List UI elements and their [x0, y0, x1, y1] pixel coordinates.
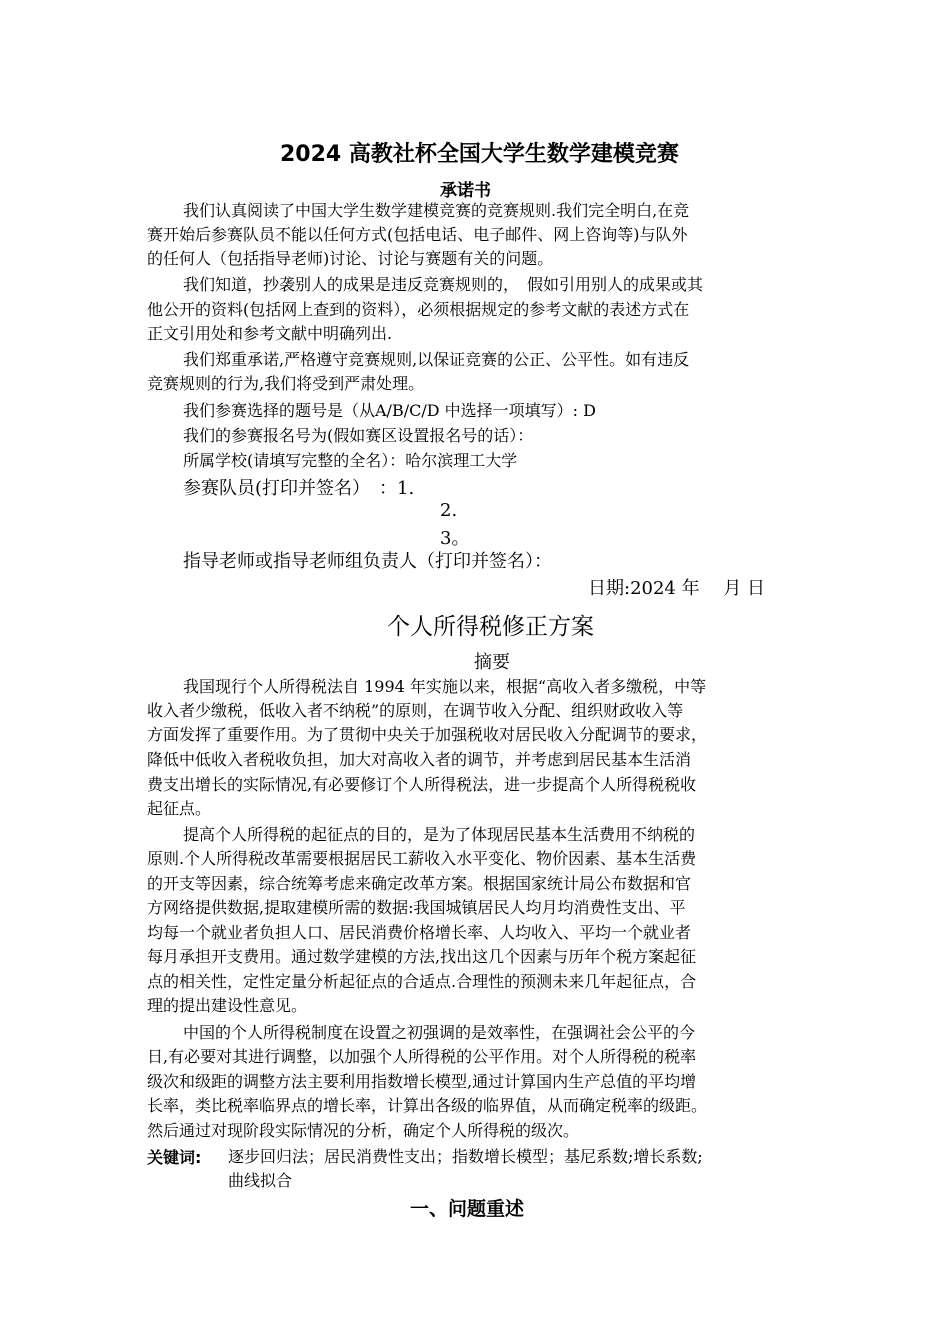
para3-line1: 我们郑重承诺,严格遵守竞赛规则,以保证竞赛的公正、公平性。如有违反	[183, 350, 690, 369]
advisor-label: 指导老师或指导老师组负责人（打印并签名）：	[183, 551, 552, 572]
para3-line2: 竞赛规则的行为,我们将受到严肃处理。	[147, 374, 425, 393]
abstract-p2-line8: 理的提出建设性意见。	[147, 996, 308, 1015]
abstract-p1-line2: 收入者少缴税，低收入者不纳税”的原则，在调节收入分配、组织财政收入等	[147, 701, 684, 720]
abstract-p3-line1: 中国的个人所得税制度在设置之初强调的是效率性，在强调社会公平的今	[183, 1023, 696, 1042]
abstract-p2-line5: 均每一个就业者负担人口、居民消费价格增长率、人均收入、平均一个就业者	[147, 923, 692, 942]
section-heading-1: 一、问题重述	[410, 1198, 525, 1220]
registration-number: 我们的参赛报名号为(假如赛区设置报名号的话）：	[183, 426, 534, 445]
abstract-p1-line4: 降低中低收入者税收负担，加大对高收入者的调节，并考虑到居民基本生活消	[147, 750, 692, 769]
abstract-p2-line6: 每月承担开支费用。通过数学建模的方法,找出这几个因素与历年个税方案起征	[147, 947, 697, 966]
abstract-p3-line4: 长率，类比税率临界点的增长率，计算出各级的临界值，从而确定税率的级距。	[147, 1096, 708, 1115]
para2-line3: 正文引用处和参考文献中明确列出.	[147, 324, 393, 343]
para1-line1: 我们认真阅读了中国大学生数学建模竞赛的竞赛规则.我们完全明白,在竞	[183, 201, 690, 220]
keywords-line1: 逐步回归法；居民消费性支出；指数增长模型；基尼系数;增长系数;	[228, 1147, 703, 1166]
member-2: 2.	[440, 500, 458, 521]
abstract-p3-line5: 然后通过对现阶段实际情况的分析，确定个人所得税的级次。	[147, 1121, 580, 1140]
date-line: 日期:2024 年 月 日	[588, 578, 766, 599]
para1-line3: 的任何人（包括指导老师)讨论、讨论与赛题有关的问题。	[147, 249, 554, 268]
abstract-p1-line3: 方面发挥了重要作用。为了贯彻中央关于加强税收对居民收入分配调节的要求，	[147, 725, 708, 744]
para1-line2: 赛开始后参赛队员不能以任何方式(包括电话、电子邮件、网上咨询等)与队外	[147, 225, 688, 244]
keywords-line2: 曲线拟合	[228, 1171, 293, 1190]
para2-line1: 我们知道，抄袭别人的成果是违反竞赛规则的， 假如引用别人的成果或其	[183, 275, 704, 294]
abstract-p1-line5: 费支出增长的实际情况,有必要修订个人所得税法，进一步提高个人所得税税收	[147, 775, 697, 794]
abstract-p2-line1: 提高个人所得税的起征点的目的，是为了体现居民基本生活费用不纳税的	[183, 825, 696, 844]
abstract-p2-line7: 点的相关性，定性定量分析起征点的合适点.合理性的预测未来几年起征点，合	[147, 972, 697, 991]
members-label: 参赛队员(打印并签名） ：1.	[183, 478, 415, 499]
commitment-heading: 承诺书	[440, 181, 491, 201]
abstract-p1-line1: 我国现行个人所得税法自 1994 年实施以来，根据“高收入者多缴税，中等	[183, 677, 707, 696]
abstract-p3-line3: 级次和级距的调整方法主要利用指数增长模型,通过计算国内生产总值的平均增	[147, 1072, 697, 1091]
abstract-p2-line3: 的开支等因素，综合统筹考虑来确定改革方案。根据国家统计局公布数据和官	[147, 874, 692, 893]
abstract-p3-line2: 日,有必要对其进行调整，以加强个人所得税的公平作用。对个人所得税的税率	[147, 1047, 697, 1066]
abstract-p1-line6: 起征点。	[147, 799, 212, 818]
problem-choice: 我们参赛选择的题号是（从A/B/C/D 中选择一项填写）: D	[183, 401, 596, 420]
member-3: 3。	[440, 528, 470, 549]
abstract-p2-line4: 方网络提供数据,提取建模所需的数据:我国城镇居民人均月均消费性支出、平	[147, 898, 686, 917]
school-name: 所属学校(请填写完整的全名）：哈尔滨理工大学	[183, 451, 518, 470]
abstract-p2-line2: 原则.个人所得税改革需要根据居民工薪收入水平变化、物价因素、基本生活费	[147, 849, 697, 868]
keywords-label: 关键词:	[147, 1148, 202, 1167]
abstract-heading: 摘要	[474, 652, 510, 673]
para2-line2: 他公开的资料(包括网上查到的资料），必须根据规定的参考文献的表述方式在	[147, 300, 690, 319]
contest-title: 2024 高教社杯全国大学生数学建模竞赛	[280, 142, 679, 167]
paper-title: 个人所得税修正方案	[387, 614, 594, 640]
